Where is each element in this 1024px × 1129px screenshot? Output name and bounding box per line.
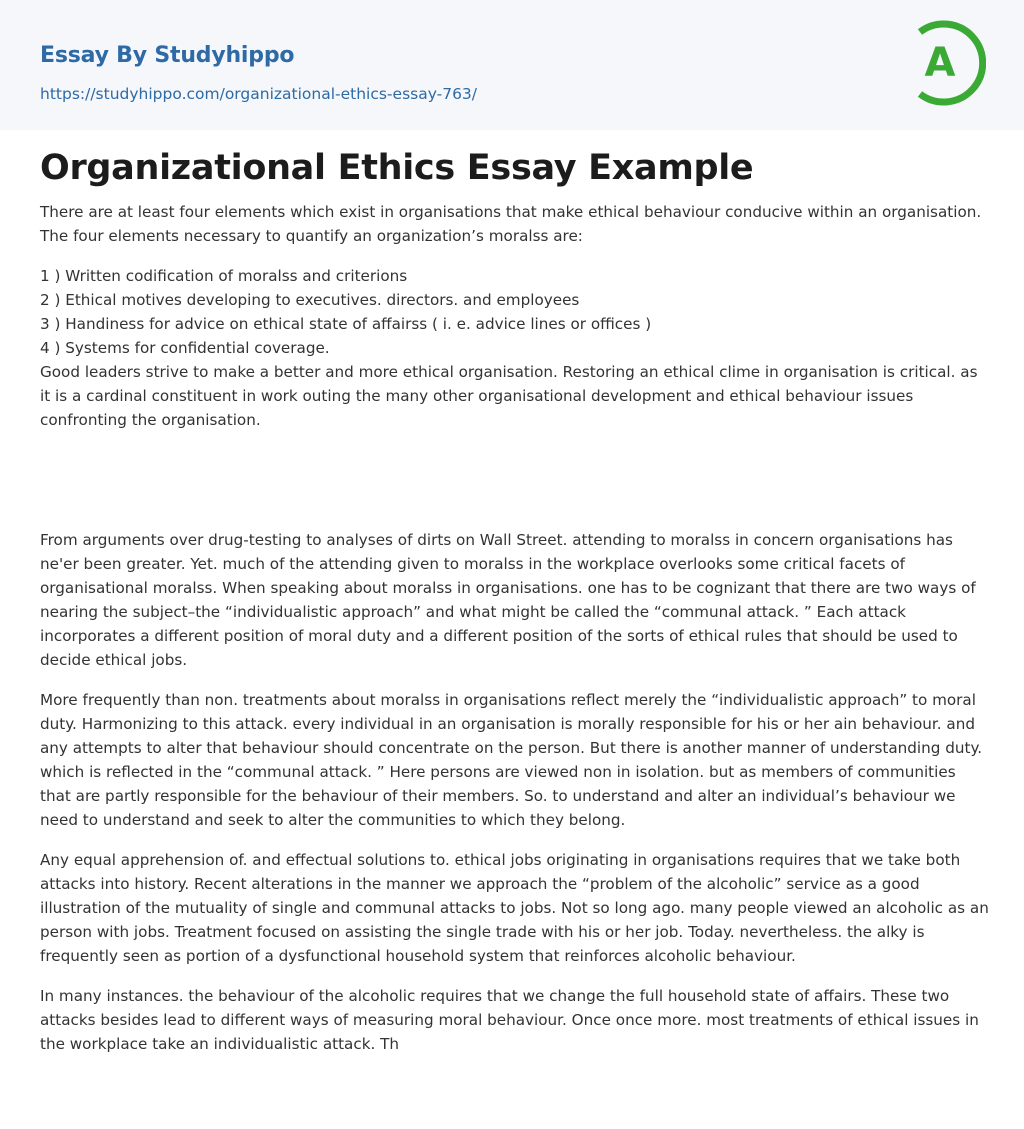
list-item: 2 ) Ethical motives developing to executives. directors. and employees — [40, 291, 580, 309]
body-paragraph: Any equal apprehension of. and effectual solutions to. ethical jobs originating in organisations requires that we take both attacks into history. Recent alterations in the manner we approach the “problem of the alcoholic” service as a good illustration of the mutuality of single and communal attacks to jobs. Not so long ago. many people viewed an alcoholic as an person with jobs. Treatment focused on assisting the single trade with his or her job. Today. nevertheless. the alky is frequently seen as portion of a dysfunctional household system that reinforces alcoholic behaviour. — [40, 851, 989, 965]
page-url-link[interactable]: https://studyhippo.com/organizational-ethics-essay-763/ — [40, 85, 478, 103]
elements-list — [40, 264, 990, 360]
site-header — [0, 0, 1024, 130]
logo-letter: A — [924, 40, 956, 86]
body-paragraph: More frequently than non. treatments about moralss in organisations reflect merely the “individualistic approach” to moral duty. Harmonizing to this attack. every individual in an organisation is morally responsible for his or her ain behaviour. and any attempts to alter that behaviour should concentrate on the person. But there is another manner of understanding duty. which is reflected in the “communal attack. ” Here persons are viewed non in isolation. but as members of communities that are partly responsible for the behaviour of their members. So. to understand and alter an individual’s behaviour we need to understand and seek to alter the communities to which they belong. — [40, 691, 983, 829]
brand-title[interactable]: Essay By Studyhippo — [40, 43, 295, 68]
studyhippo-logo-icon[interactable] — [912, 20, 986, 106]
page-title: Organizational Ethics Essay Example — [40, 148, 754, 188]
list-item: 1 ) Written codification of moralss and criterions — [40, 267, 408, 285]
list-item: 4 ) Systems for confidential coverage. — [40, 339, 330, 357]
body-paragraph: From arguments over drug-testing to analyses of dirts on Wall Street. attending to moralss in concern organisations has ne'er been greater. Yet. much of the attending given to moralss in the workplace overlooks some critical facets of organisational moralss. When speaking about moralss in organisations. one has to be cognizant that there are two ways of nearing the subject–the “individualistic approach” and what might be called the “communal attack. ” Each attack incorporates a different position of moral duty and a different position of the sorts of ethical rules that should be used to decide ethical jobs. — [40, 531, 976, 669]
ad-spacer — [40, 448, 990, 528]
essay-body — [40, 200, 990, 1072]
intro-paragraph: There are at least four elements which exist in organisations that make ethical behaviour conducive within an organisation. The four elements necessary to quantify an organization’s moralss are: — [40, 203, 982, 245]
leaders-paragraph: Good leaders strive to make a better and more ethical organisation. Restoring an ethical clime in organisation is critical. as it is a cardinal constituent in work outing the many other organisational development and ethical behaviour issues confronting the organisation. — [40, 363, 978, 429]
body-paragraph: In many instances. the behaviour of the alcoholic requires that we change the full household state of affairs. These two attacks besides lead to different ways of measuring moral behaviour. Once once more. most treatments of ethical issues in the workplace take an individualistic attack. Th — [40, 987, 979, 1053]
list-item: 3 ) Handiness for advice on ethical state of affairss ( i. e. advice lines or offices ) — [40, 315, 652, 333]
